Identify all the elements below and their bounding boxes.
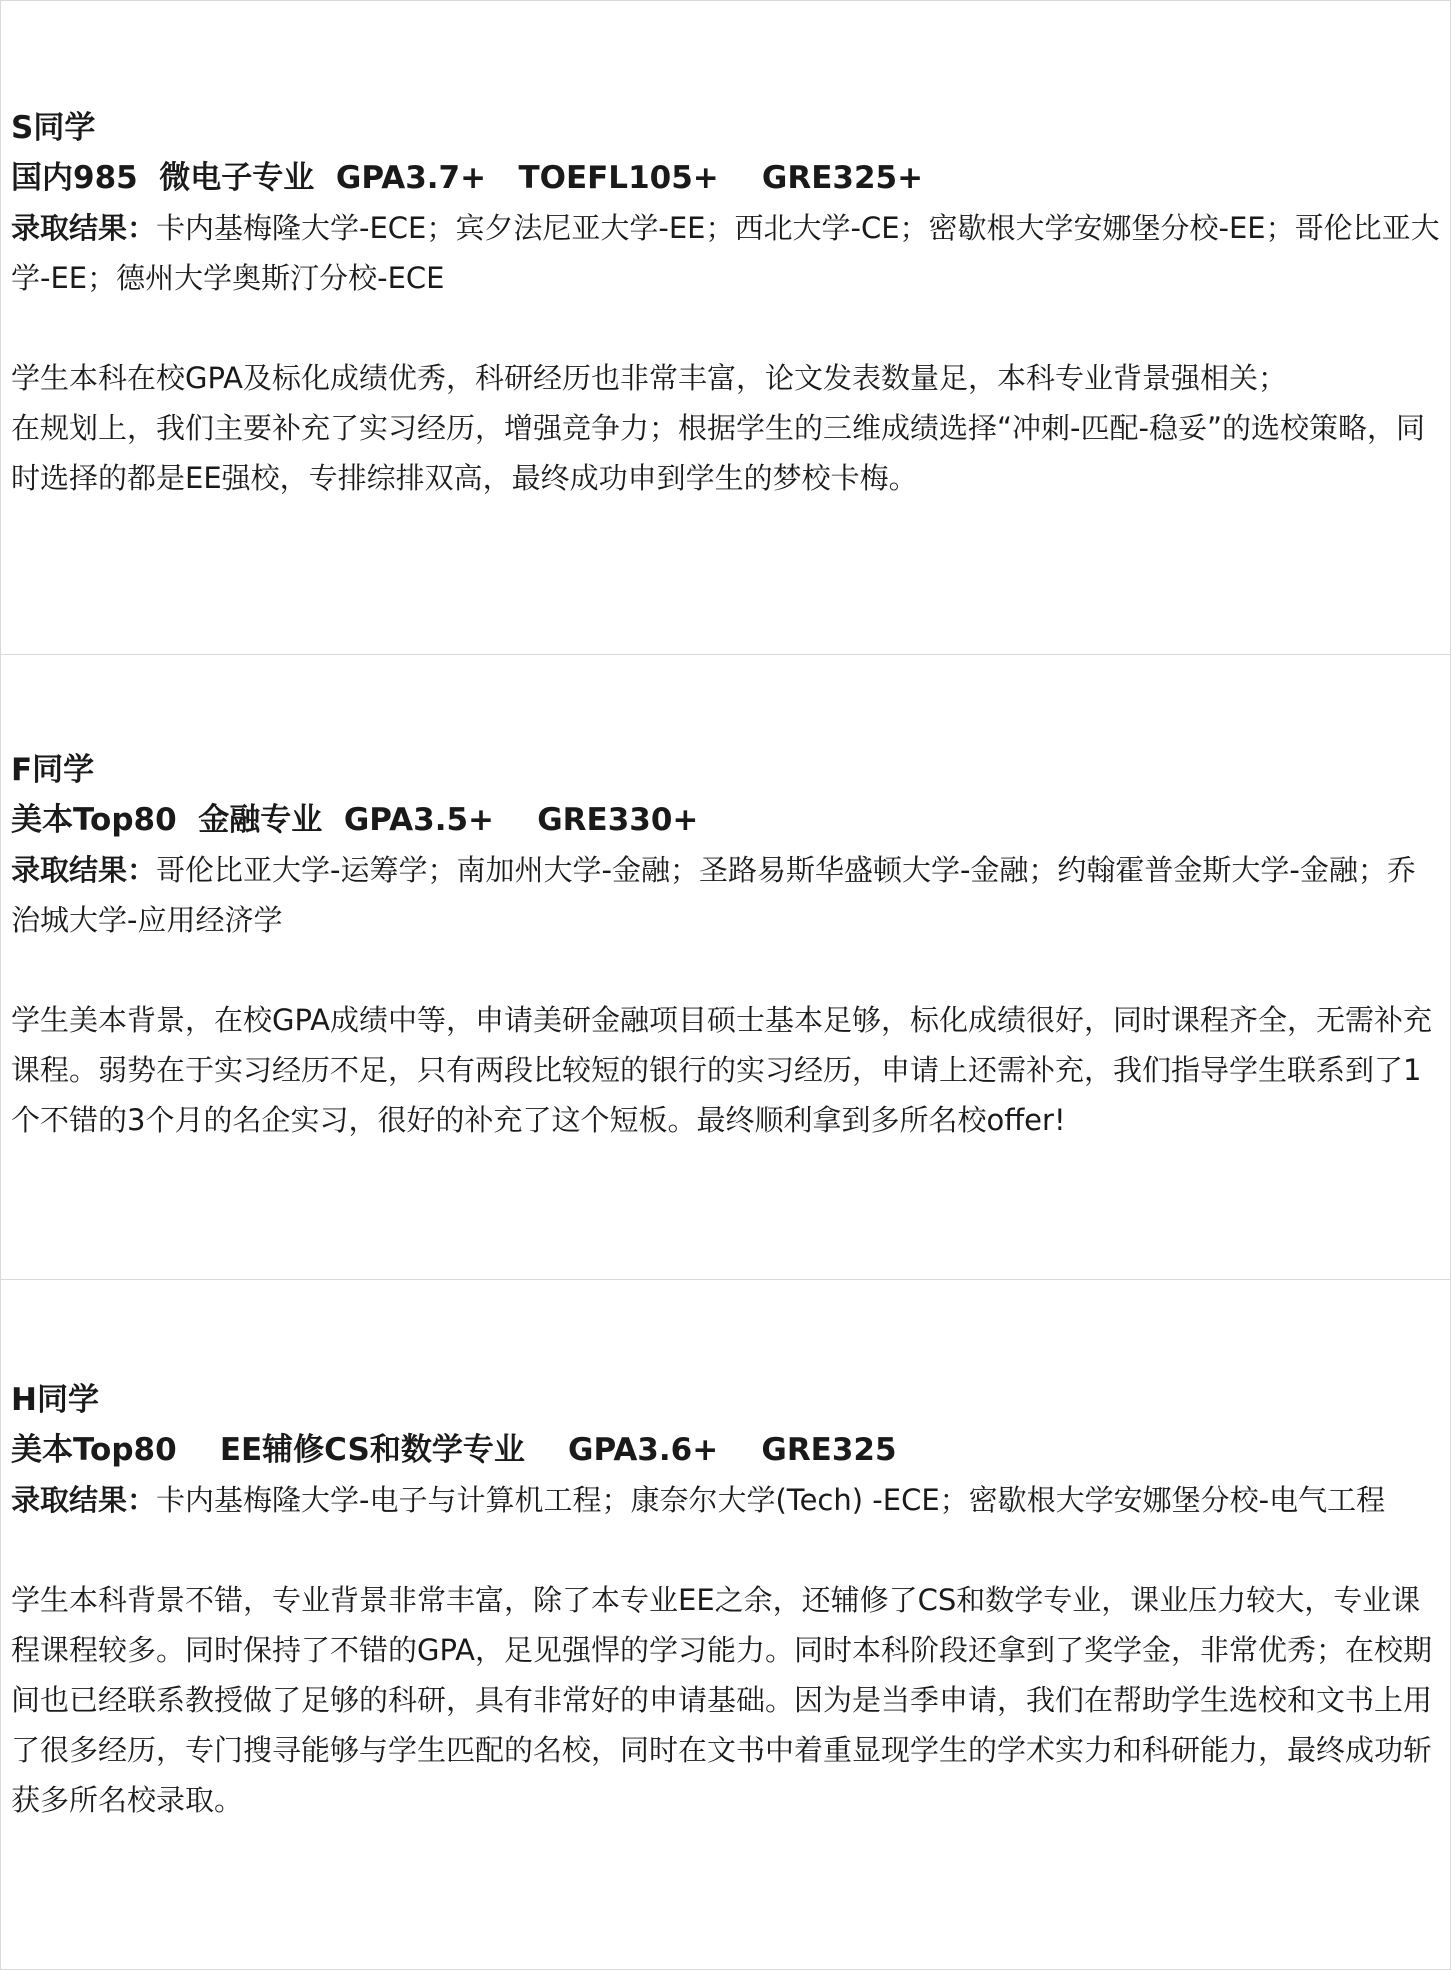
spacer — [11, 303, 1440, 353]
admission-results-label: 录取结果： — [11, 1483, 157, 1517]
spacer — [11, 1525, 1440, 1575]
case-card-h — [1, 1279, 1450, 1969]
student-name: F同学 — [11, 752, 95, 788]
student-name: S同学 — [11, 110, 96, 146]
case-card-s — [1, 0, 1450, 654]
student-stats: 国内985 微电子专业 GPA3.7+ TOEFL105+ GRE325+ — [11, 160, 924, 196]
case-description: 学生美本背景，在校GPA成绩中等，申请美研金融项目硕士基本足够，标化成绩很好，同时课程齐全，无需补充课程。弱势在于实习经历不足，只有两段比较短的银行的实习经历，申请上还需补充，我们指导学生联系到了1个不错的3个月的名企实习，很好的补充了这个短板。最终顺利拿到多所名校offer! — [11, 1003, 1432, 1137]
admission-results-label: 录取结果： — [11, 853, 157, 887]
admission-results-text: 卡内基梅隆大学-ECE；宾夕法尼亚大学-EE；西北大学-CE；密歇根大学安娜堡分校-EE；哥伦比亚大学-EE；德州大学奥斯汀分校-ECE — [11, 211, 1440, 295]
admission-results-text: 哥伦比亚大学-运筹学；南加州大学-金融；圣路易斯华盛顿大学-金融；约翰霍普金斯大学-金融；乔治城大学-应用经济学 — [11, 853, 1416, 937]
case-description: 学生本科在校GPA及标化成绩优秀，科研经历也非常丰富，论文发表数量足，本科专业背景强相关； — [11, 361, 1287, 395]
admission-results — [11, 845, 1440, 945]
student-stats: 美本Top80 金融专业 GPA3.5+ GRE330+ — [11, 802, 699, 838]
student-stats: 美本Top80 EE辅修CS和数学专业 GPA3.6+ GRE325 — [11, 1432, 897, 1468]
admission-results — [11, 203, 1440, 303]
student-name: H同学 — [11, 1382, 99, 1418]
admission-results-text: 卡内基梅隆大学-电子与计算机工程；康奈尔大学(Tech) -ECE；密歇根大学安娜堡分校-电气工程 — [156, 1483, 1386, 1517]
spacer — [11, 945, 1440, 995]
admission-results — [11, 1475, 1440, 1525]
case-description: 在规划上，我们主要补充了实习经历，增强竞争力；根据学生的三维成绩选择“冲刺-匹配-稳妥”的选校策略，同时选择的都是EE强校，专排综排双高，最终成功申到学生的梦校卡梅。 — [11, 411, 1425, 495]
admission-results-label: 录取结果： — [11, 211, 157, 245]
case-description: 学生本科背景不错，专业背景非常丰富，除了本专业EE之余，还辅修了CS和数学专业，课业压力较大，专业课程课程较多。同时保持了不错的GPA，足见强悍的学习能力。同时本科阶段还拿到了奖学金，非常优秀；在校期间也已经联系教授做了足够的科研，具有非常好的申请基础。因为是当季申请，我们在帮助学生选校和文书上用了很多经历，专门搜寻能够与学生匹配的名校，同时在文书中着重显现学生的学术实力和科研能力，最终成功斩获多所名校录取。 — [11, 1583, 1433, 1817]
case-card-f — [1, 654, 1450, 1279]
